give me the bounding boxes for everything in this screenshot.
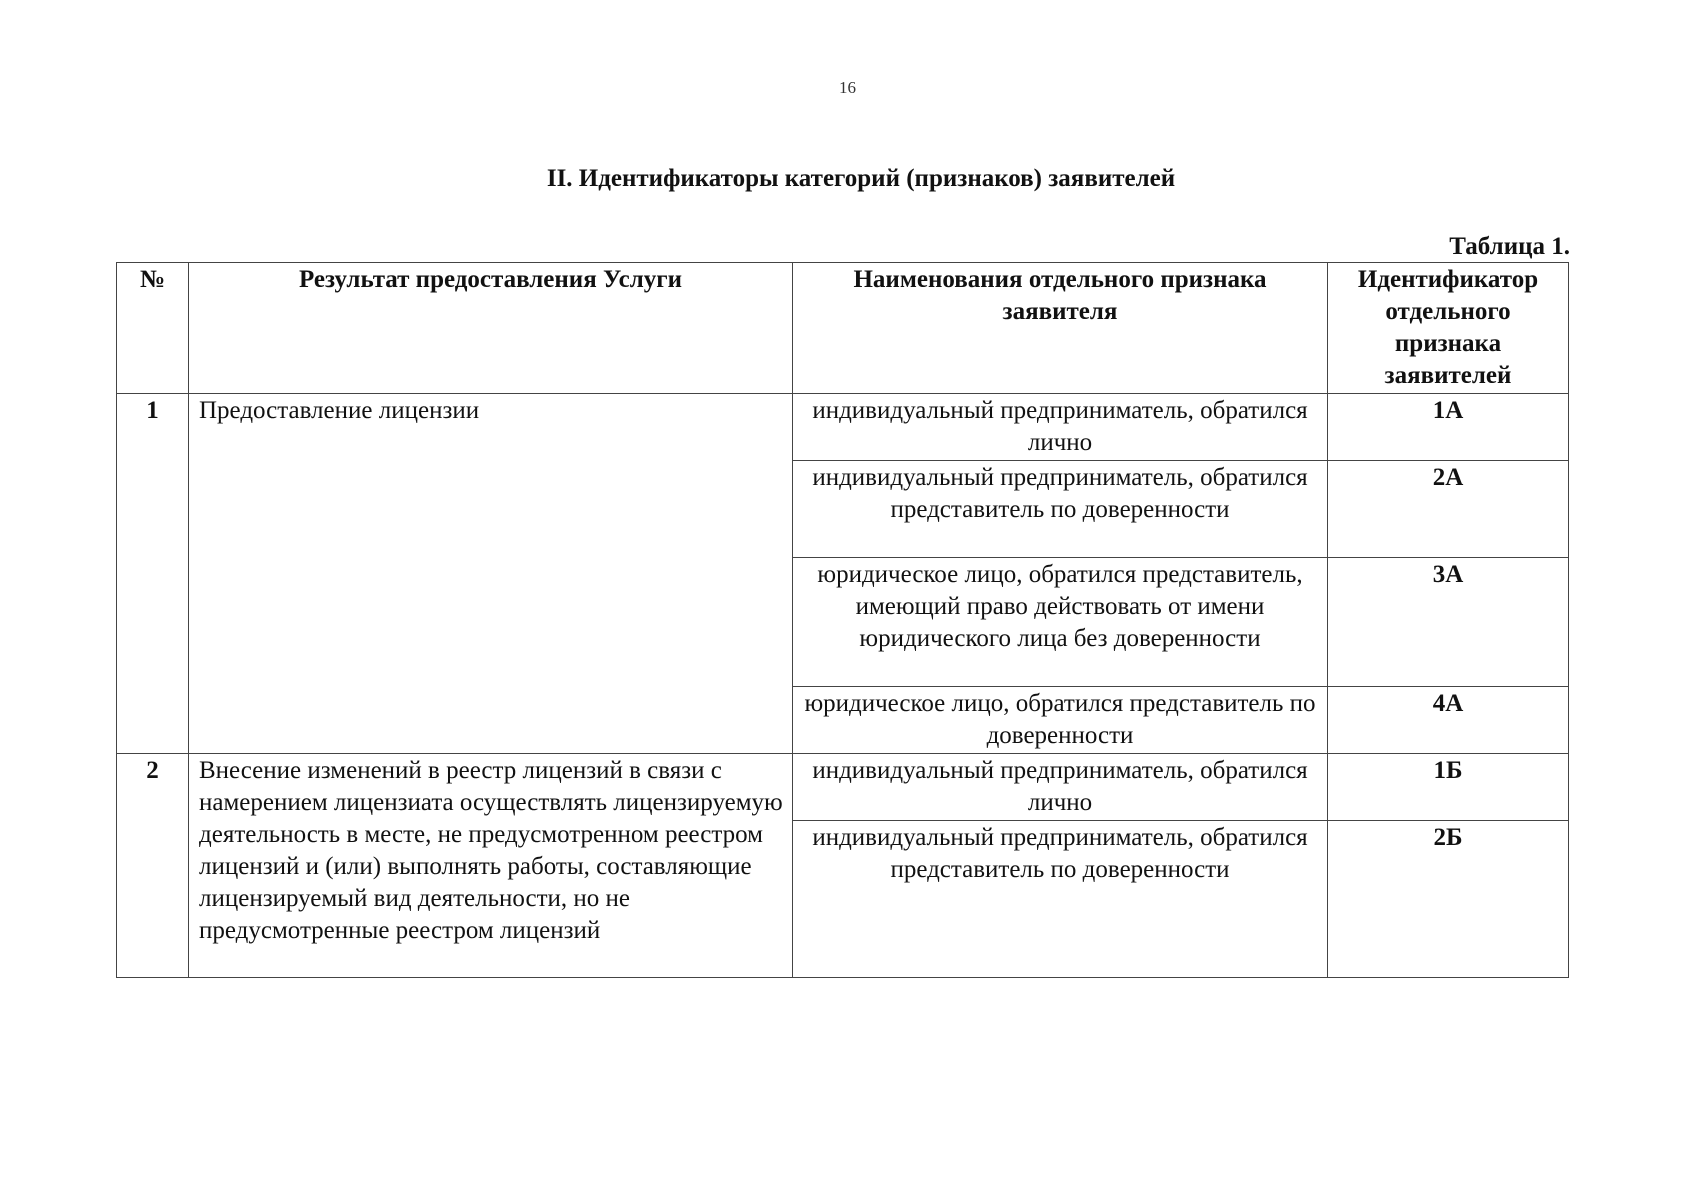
table-row	[117, 754, 1569, 821]
identifier: 4А	[1328, 687, 1569, 754]
table-caption: Таблица 1.	[1449, 233, 1570, 260]
applicant-sign: индивидуальный предприниматель, обратился лично	[793, 754, 1328, 821]
page-number: 16	[839, 78, 856, 97]
identifier: 2Б	[1328, 821, 1569, 978]
row-number: 1	[117, 394, 189, 754]
applicant-sign: индивидуальный предприниматель, обратился представитель по доверенности	[793, 821, 1328, 978]
header-num: №	[117, 263, 189, 394]
identifier: 1Б	[1328, 754, 1569, 821]
row-number: 2	[117, 754, 189, 978]
header-sign: Наименования отдельного признака заявителя	[793, 263, 1328, 394]
applicant-sign: юридическое лицо, обратился представитель по доверенности	[793, 687, 1328, 754]
identifier: 1А	[1328, 394, 1569, 461]
applicant-sign: индивидуальный предприниматель, обратился представитель по доверенности	[793, 461, 1328, 558]
service-result: Предоставление лицензии	[189, 394, 793, 754]
service-result: Внесение изменений в реестр лицензий в связи с намерением лицензиата осуществлять лицензируемую деятельность в месте, не предусмотренном реестром лицензий и (или) выполнять работы, составляющие лицензируемый вид деятельности, но не предусмотренные реестром лицензий	[189, 754, 793, 978]
table-row	[117, 394, 1569, 461]
header-result: Результат предоставления Услуги	[189, 263, 793, 394]
section-title: II. Идентификаторы категорий (признаков) заявителей	[546, 165, 1176, 192]
applicant-sign: юридическое лицо, обратился представитель, имеющий право действовать от имени юридического лица без доверенности	[793, 558, 1328, 687]
applicant-sign: индивидуальный предприниматель, обратился лично	[793, 394, 1328, 461]
header-ident: Идентификатор отдельного признака заявителей	[1328, 263, 1569, 394]
applicant-identifiers-table	[116, 262, 1569, 978]
identifier: 2А	[1328, 461, 1569, 558]
identifier: 3А	[1328, 558, 1569, 687]
table-header-row	[117, 263, 1569, 394]
